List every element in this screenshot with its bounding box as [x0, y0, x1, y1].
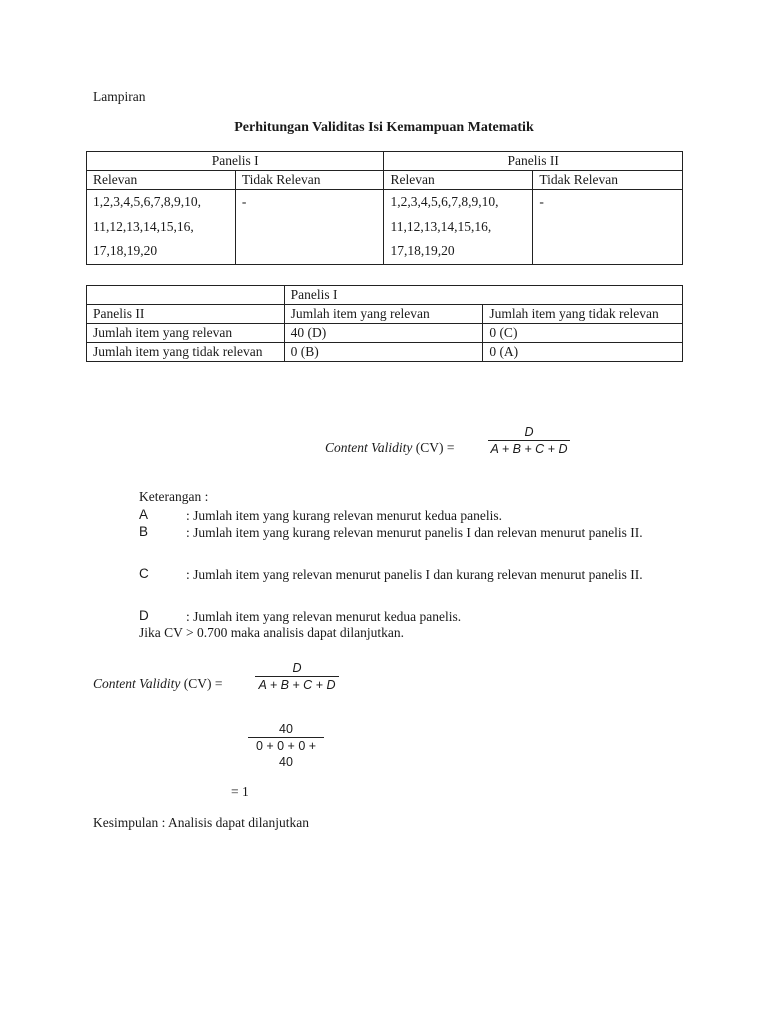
row-tidak-relevan: Jumlah item yang tidak relevan — [87, 343, 285, 362]
header-panelis-1: Panelis I — [284, 286, 682, 305]
header-p1-relevan: Relevan — [87, 171, 236, 190]
p2-relevan-items: 1,2,3,4,5,6,7,8,9,10, 11,12,13,14,15,16, 17,18,19,20 — [384, 190, 533, 265]
page-label: Lampiran — [93, 89, 146, 104]
header-panelis-1: Panelis I — [87, 152, 384, 171]
empty-corner — [87, 286, 285, 305]
keterangan-condition: Jika CV > 0.700 maka analisis dapat dilanjutkan. — [139, 625, 404, 640]
header-p1-tidak-relevan: Tidak Relevan — [235, 171, 384, 190]
row-relevan: Jumlah item yang relevan — [87, 324, 285, 343]
formula-label: Content Validity (CV) = — [325, 440, 455, 455]
calc-sub-numerator: 40 — [279, 722, 293, 736]
header-p2-relevan: Relevan — [384, 171, 533, 190]
calc-numerator: D — [292, 661, 302, 675]
cell-c: 0 (C) — [483, 324, 683, 343]
panel-items-table — [86, 151, 683, 265]
p2-tidak-relevan-items: - — [533, 190, 683, 265]
conclusion: Kesimpulan : Analisis dapat dilanjutkan — [93, 815, 309, 830]
calc-fraction — [255, 660, 339, 693]
p1-tidak-relevan-items: - — [235, 190, 384, 265]
formula-fraction — [488, 424, 570, 457]
calc-substituted-fraction — [248, 721, 324, 770]
header-p2-tidak-relevan: Tidak Relevan — [533, 171, 683, 190]
calc-result: = 1 — [231, 784, 249, 799]
col-relevan: Jumlah item yang relevan — [284, 305, 483, 324]
calc-label: Content Validity (CV) = — [93, 676, 223, 691]
header-panelis-2: Panelis II — [87, 305, 285, 324]
cell-b: 0 (B) — [284, 343, 483, 362]
calc-denominator: A + B + C + D — [258, 678, 336, 692]
cell-d: 40 (D) — [284, 324, 483, 343]
cell-a: 0 (A) — [483, 343, 683, 362]
calc-sub-denominator: 0 + 0 + 0 + 40 — [255, 739, 317, 769]
col-tidak-relevan: Jumlah item yang tidak relevan — [483, 305, 683, 324]
p1-relevan-items: 1,2,3,4,5,6,7,8,9,10, 11,12,13,14,15,16, 17,18,19,20 — [87, 190, 236, 265]
cross-tab-table — [86, 285, 683, 362]
page-heading: Perhitungan Validitas Isi Kemampuan Matematik — [234, 120, 534, 135]
formula-denominator: A + B + C + D — [490, 442, 568, 456]
formula-numerator: D — [524, 425, 534, 439]
keterangan-title: Keterangan : — [139, 489, 209, 504]
header-panelis-2: Panelis II — [384, 152, 683, 171]
